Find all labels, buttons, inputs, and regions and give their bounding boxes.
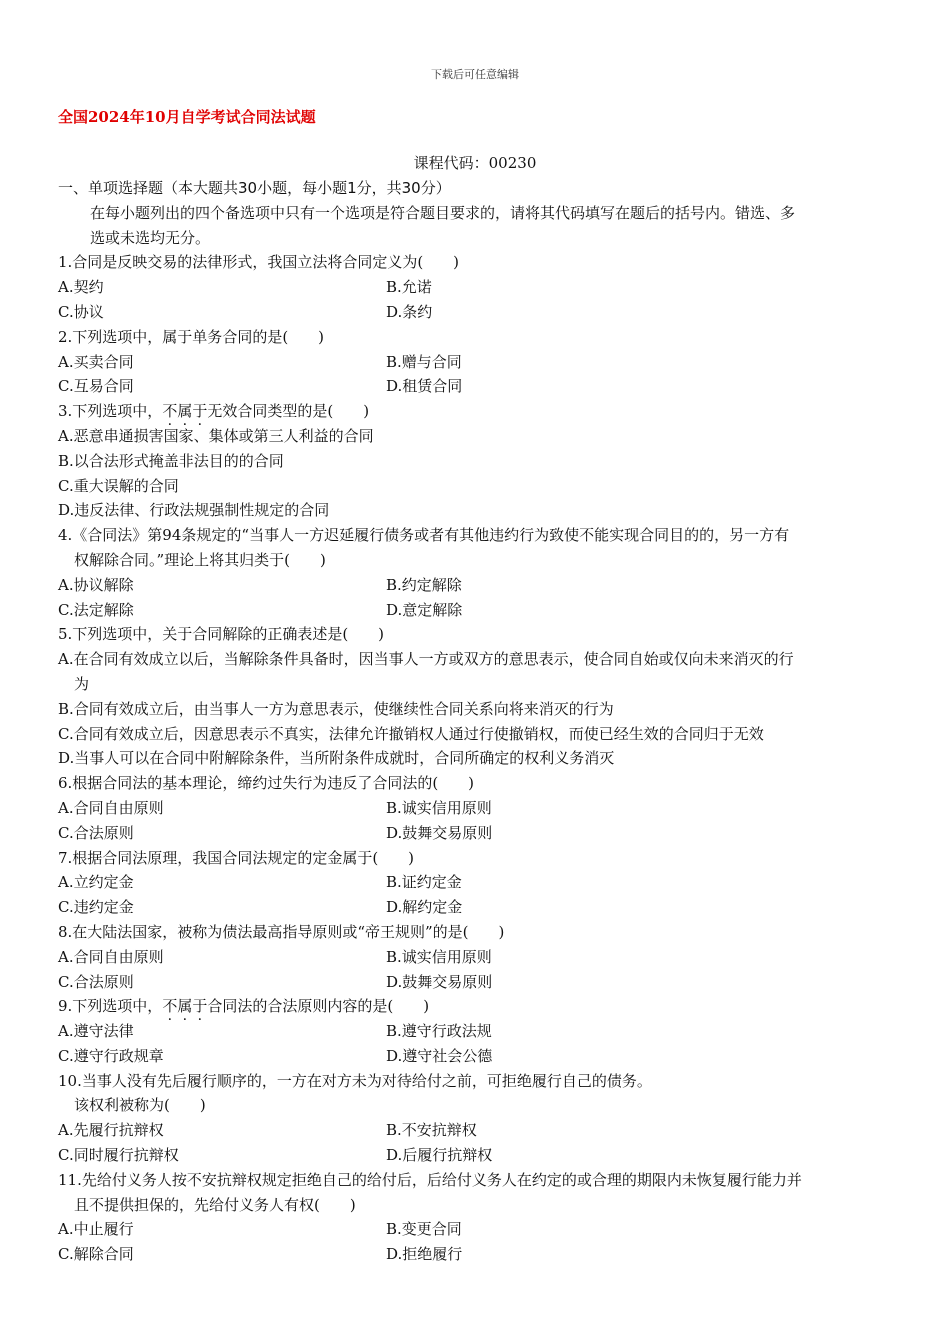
question-10-options-row-2 <box>58 1143 888 1168</box>
emphasis-char: 不 <box>162 997 178 1016</box>
emphasis-char: 不 <box>162 402 178 421</box>
question-2-options-row-1 <box>58 350 888 375</box>
question-9-option-c: C.遵守行政规章 <box>58 1046 164 1065</box>
question-7-options-row-1 <box>58 870 888 895</box>
question-4-option-b: B.约定解除 <box>386 575 462 594</box>
page-header-note: 下载后可任意编辑 <box>431 68 519 81</box>
course-code: 课程代码：00230 <box>413 154 537 172</box>
question-2-option-a: A.买卖合同 <box>58 352 134 371</box>
question-10-option-b: B.不安抗辩权 <box>386 1121 477 1140</box>
question-6-stem: 6.根据合同法的基本理论，缔约过失行为违反了合同法的( ) <box>58 774 475 793</box>
question-7-option-c: C.违约定金 <box>58 898 134 917</box>
question-1-options-row-1 <box>58 275 888 300</box>
question-5-option-d: D.当事人可以在合同中附解除条件，当所附条件成就时，合同所确定的权利义务消灭 <box>58 749 615 768</box>
question-8-options-row-1 <box>58 945 888 970</box>
question-3-option-c: C.重大误解的合同 <box>58 476 179 495</box>
question-3-option-a: A.恶意串通损害国家、集体或第三人利益的合同 <box>58 426 374 445</box>
question-11-option-d: D.拒绝履行 <box>386 1245 463 1264</box>
question-11-stem-line-1: 11.先给付义务人按不安抗辩权规定拒绝自己的给付后，后给付义务人在约定的或合理的期限内未恢复履行能力并 <box>58 1170 802 1189</box>
question-9-stem-suffix: 合同法的合法原则内容的是( ) <box>207 997 430 1016</box>
question-9-stem <box>58 994 888 1019</box>
section-instruction-line-1: 在每小题列出的四个备选项中只有一个选项是符合题目要求的，请将其代码填写在题后的括号内。错选、多 <box>90 203 796 222</box>
question-5-option-c: C.合同有效成立后，因意思表示不真实，法律允许撤销权人通过行使撤销权，而使已经生效的合同归于无效 <box>58 724 764 743</box>
question-1-option-c: C.协议 <box>58 302 104 321</box>
question-9-stem-prefix: 9.下列选项中， <box>58 997 163 1016</box>
question-9-option-d: D.遵守社会公德 <box>386 1046 493 1065</box>
question-6-option-b: B.诚实信用原则 <box>386 798 492 817</box>
question-6-option-a: A.合同自由原则 <box>58 798 164 817</box>
emphasis-char: 属 <box>177 402 193 421</box>
emphasis-char: 于 <box>192 997 208 1016</box>
question-7-option-a: A.立约定金 <box>58 873 134 892</box>
question-3-stem-prefix: 3.下列选项中， <box>58 402 163 421</box>
document-title: 全国2024年10月自学考试合同法试题 <box>58 108 316 126</box>
question-3-stem-suffix: 无效合同类型的是( ) <box>207 402 370 421</box>
question-11-option-b: B.变更合同 <box>386 1220 462 1239</box>
question-10-option-c: C.同时履行抗辩权 <box>58 1146 179 1165</box>
question-2-options-row-2 <box>58 374 888 399</box>
question-4-options-row-1 <box>58 573 888 598</box>
question-7-option-b: B.证约定金 <box>386 873 462 892</box>
question-5-option-b: B.合同有效成立后，由当事人一方为意思表示，使继续性合同关系向将来消灭的行为 <box>58 699 614 718</box>
question-8-option-c: C.合法原则 <box>58 972 134 991</box>
question-1-option-d: D.条约 <box>386 302 433 321</box>
question-6-option-d: D.鼓舞交易原则 <box>386 823 493 842</box>
question-7-options-row-2 <box>58 895 888 920</box>
question-1-options-row-2 <box>58 300 888 325</box>
question-8-stem: 8.在大陆法国家，被称为债法最高指导原则或“帝王规则”的是( ) <box>58 922 505 941</box>
question-6-option-c: C.合法原则 <box>58 823 134 842</box>
question-6-options-row-1 <box>58 796 888 821</box>
question-3-stem <box>58 399 888 424</box>
section-heading: 一、单项选择题（本大题共30小题，每小题1分，共30分） <box>58 179 451 197</box>
question-10-stem-line-2: 该权利被称为( ) <box>74 1096 206 1115</box>
question-1-stem: 1.合同是反映交易的法律形式，我国立法将合同定义为( ) <box>58 253 460 272</box>
question-2-stem: 2.下列选项中，属于单务合同的是( ) <box>58 327 325 346</box>
question-11-stem-line-2: 且不提供担保的，先给付义务人有权( ) <box>74 1195 356 1214</box>
question-2-option-d: D.租赁合同 <box>386 377 463 396</box>
question-4-stem-line-1: 4.《合同法》第94条规定的“当事人一方迟延履行债务或者有其他违约行为致使不能实现合同目的的，另一方有 <box>58 526 790 545</box>
question-9-option-b: B.遵守行政法规 <box>386 1022 492 1041</box>
question-6-options-row-2 <box>58 821 888 846</box>
section-instruction-line-2: 选或未选均无分。 <box>90 228 211 247</box>
question-5-stem: 5.下列选项中，关于合同解除的正确表述是( ) <box>58 625 385 644</box>
question-3-option-b: B.以合法形式掩盖非法目的的合同 <box>58 451 284 470</box>
question-4-option-d: D.意定解除 <box>386 600 463 619</box>
question-7-stem: 7.根据合同法原理，我国合同法规定的定金属于( ) <box>58 848 415 867</box>
question-10-stem-line-1: 10.当事人没有先后履行顺序的，一方在对方未为对待给付之前，可拒绝履行自己的债务。 <box>58 1071 652 1090</box>
question-1-option-b: B.允诺 <box>386 278 432 297</box>
question-5-option-a-line-1: A.在合同有效成立以后，当解除条件具备时，因当事人一方或双方的意思表示，使合同自始或仅向未来消灭的行 <box>58 650 794 669</box>
question-9-options-row-2 <box>58 1044 888 1069</box>
question-11-option-a: A.中止履行 <box>58 1220 134 1239</box>
question-11-options-row-1 <box>58 1217 888 1242</box>
question-10-option-a: A.先履行抗辩权 <box>58 1121 164 1140</box>
question-1-option-a: A.契约 <box>58 278 104 297</box>
question-11-option-c: C.解除合同 <box>58 1245 134 1264</box>
question-2-option-b: B.赠与合同 <box>386 352 462 371</box>
question-8-option-b: B.诚实信用原则 <box>386 947 492 966</box>
emphasis-char: 属 <box>177 997 193 1016</box>
question-3-option-d: D.违反法律、行政法规强制性规定的合同 <box>58 501 330 520</box>
question-4-stem-line-2: 权解除合同。”理论上将其归类于( ) <box>74 550 326 569</box>
question-4-options-row-2 <box>58 598 888 623</box>
question-9-option-a: A.遵守法律 <box>58 1022 134 1041</box>
document-body <box>58 176 888 1267</box>
question-5-option-a-line-2: 为 <box>74 674 90 693</box>
question-10-options-row-1 <box>58 1118 888 1143</box>
question-2-option-c: C.互易合同 <box>58 377 134 396</box>
question-7-option-d: D.解约定金 <box>386 898 463 917</box>
question-11-options-row-2 <box>58 1242 888 1267</box>
question-8-option-a: A.合同自由原则 <box>58 947 164 966</box>
question-4-option-a: A.协议解除 <box>58 575 134 594</box>
question-10-option-d: D.后履行抗辩权 <box>386 1146 493 1165</box>
emphasis-char: 于 <box>192 402 208 421</box>
question-8-options-row-2 <box>58 970 888 995</box>
question-4-option-c: C.法定解除 <box>58 600 134 619</box>
question-8-option-d: D.鼓舞交易原则 <box>386 972 493 991</box>
